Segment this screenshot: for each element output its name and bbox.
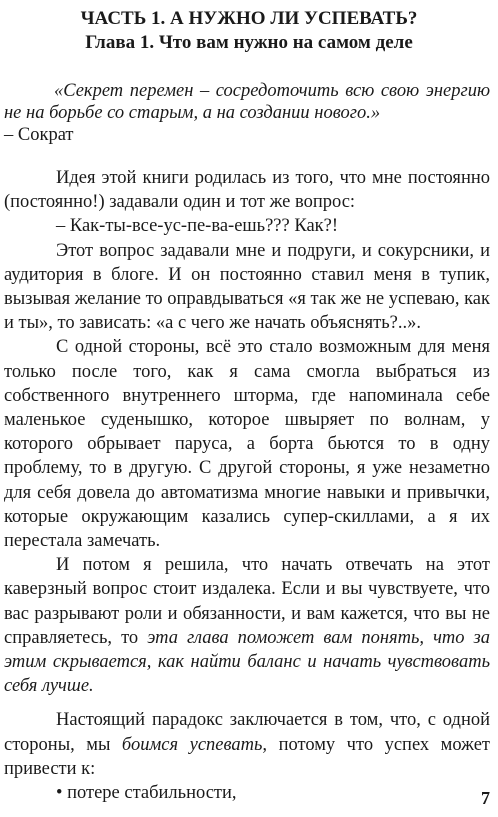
part-title: ЧАСТЬ 1. А НУЖНО ЛИ УСПЕВАТЬ? <box>80 8 418 29</box>
paragraph-5 <box>4 553 490 698</box>
paragraph-2-dialog: – Как-ты-все-ус-пе-ва-ешь??? Как?! <box>56 216 339 237</box>
paragraph-6-text: Настоящий парадокс заключается в том, что, с одной стороны, мы <box>4 710 490 755</box>
paragraph-5-emphasis: эта глава поможет вам понять, что за этим скрывается, как найти баланс и начать чувствовать себя лучше. <box>4 627 491 697</box>
paragraph-5-text: И потом я решила, что начать отвечать на этот каверзный вопрос стоит издалека. Если и вы чувствуете, что вас разрывают роли и обязанности, и вам кажется, что вы не справляетесь, то <box>4 555 490 648</box>
paragraph-4: С одной стороны, всё это стало возможным для меня только после того, как я сама смогла выбраться из собственного внутреннего шторма, где напоминала себе маленькое суденышко, которое швыряет по волнам, у которого обрывает паруса, а борта бьются то в одну проблему, то в другую. С другой стороны, я уже незаметно для себя довела до автоматизма многие навыки и привычки, которые окружающим казались супер-скиллами, а я их перестала замечать. <box>4 337 490 552</box>
paragraph-3: Этот вопрос задавали мне и подруги, и сокурсники, и аудитория в блоге. И он постоянно ставил меня в тупик, вызывая желание то оправдываться «я так же не успеваю, как и ты», то зависать: «а с чего же начать объяснять?..». <box>4 240 490 334</box>
paragraph-6-end: потому что успех может привести к: <box>4 734 491 779</box>
paragraph-6-emphasis: боимся успевать, <box>121 734 268 755</box>
page-number: 7 <box>481 788 490 808</box>
body-text <box>4 166 490 805</box>
epigraph-author: – Сократ <box>4 125 74 145</box>
chapter-title: Глава 1. Что вам нужно на самом деле <box>85 32 413 53</box>
paragraph-1: Идея этой книги родилась из того, что мне постоянно (постоянно!) задавали один и тот же вопрос: <box>4 168 490 213</box>
epigraph <box>4 80 490 146</box>
paragraph-6 <box>4 708 490 781</box>
epigraph-quote: «Секрет перемен – сосредоточить всю свою энергию не на борьбе со старым, а на создании нового.» <box>4 81 490 123</box>
bullet-item: • потере стабильности, <box>56 783 237 804</box>
